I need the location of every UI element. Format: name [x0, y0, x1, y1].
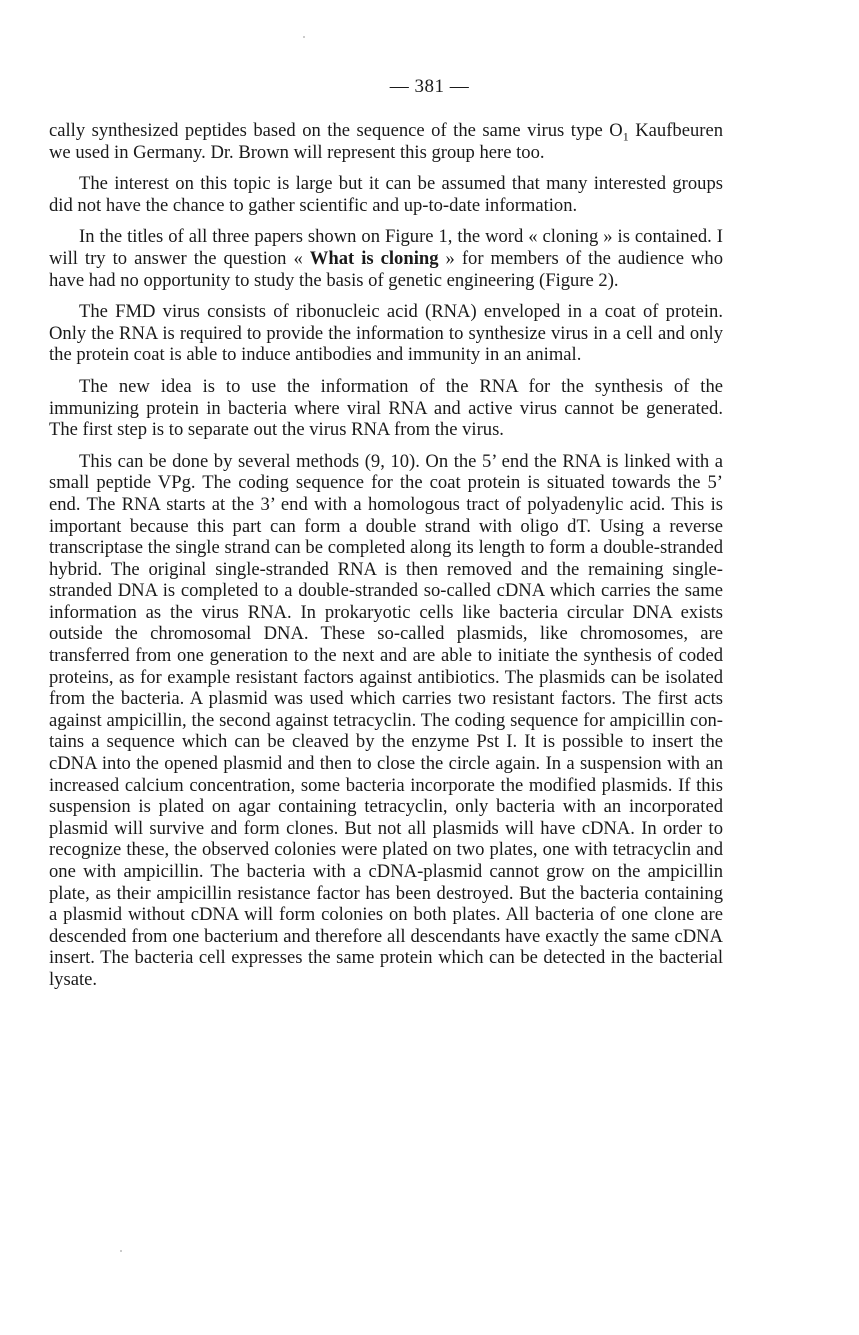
paragraph-text: » for members of the audience who have had no opportunity to study the basis of genetic engineering (Figure 2). — [49, 247, 724, 291]
paragraph-cloning-question — [49, 226, 723, 291]
paragraph-text: In the titles of all three papers shown on Figure 1, the word « cloning » is contained. I will try to answer the question « — [49, 226, 723, 269]
paragraph-continued — [49, 120, 723, 163]
paragraph-methods: This can be done by several methods (9, 10). On the 5’ end the RNA is linked with a small peptide VPg. The coding sequence for the coat protein is situated towards the 5’ end. The RNA starts at the 3’ end with a homologous tract of polyadenylic acid. This is important because this part can form a double strand with oligo dT. Using a reverse transcriptase the single strand can be completed along its length to form a double-stranded hybrid. The original single-stranded RNA is then removed and the remaining single-stranded DNA is completed to a double-stranded so-called cDNA which carries the same information as the virus RNA. In prokaryotic cells like bacteria circular DNA exists outside the chromosomal DNA. These so-called plasmids, like chromosomes, are transferred from one generation to the next and are able to initiate the synthesis of coded proteins, as for example resistant factors against antibiotics. The plasmids can be isolated from the bacteria. A plasmid was used which carries two resistant factors. The first acts against ampicillin, the second against tetracyclin. The coding sequence for ampicillin contains a sequence which can be cleaved by the enzyme Pst I. It is possible to insert the cDNA into the opened plasmid and then to close the circle again. In a suspension with an increased calcium concentration, some bacteria incorporate the modified plasmids. If this suspension is plated on agar containing tetracyclin, only bacteria with an incorporated plasmid will survive and form clones. But not all plasmids will have cDNA. In order to recognize these, the observed colonies were plated on two plates, one with tetracyclin and one with ampicillin. The bacteria with a cDNA-plasmid cannot grow on the ampicillin plate, as their ampicillin resistance factor has been destroyed. But the bacteria containing a plasmid without cDNA will form colonies on both plates. All bacteria of one clone are descended from one bacterium and therefore all descendants have exactly the same cDNA insert. The bacteria cell expresses the same protein which can be detected in the bacterial lysate. — [49, 450, 723, 990]
scan-speck — [120, 1250, 122, 1252]
subscript: 1 — [622, 129, 629, 144]
paragraph-text: cally synthesized peptides based on the sequence of the same virus type O — [49, 120, 623, 141]
paragraph-interest: The interest on this topic is large but it can be assumed that many interested groups did not have the chance to gather scientific and up-to-date information. — [49, 173, 723, 216]
paragraph-text: Kaufbeuren we used in Germany. Dr. Brown will represent this group here too. — [49, 120, 723, 163]
bold-phrase: What is cloning — [309, 247, 439, 269]
scan-speck — [303, 36, 305, 38]
paragraph-fmd-virus: The FMD virus consists of ribonucleic acid (RNA) enveloped in a coat of protein. Only the RNA is required to provide the information to synthesize virus in a cell and only the protein coat is able to induce antibodies and immunity in an animal. — [49, 301, 723, 366]
body-text — [49, 120, 723, 1001]
paragraph-new-idea: The new idea is to use the information of the RNA for the synthesis of the immunizing protein in bacteria where viral RNA and active virus cannot be generated. The first step is to separate out the virus RNA from the virus. — [49, 375, 723, 441]
page-number: — 381 — — [389, 76, 470, 97]
